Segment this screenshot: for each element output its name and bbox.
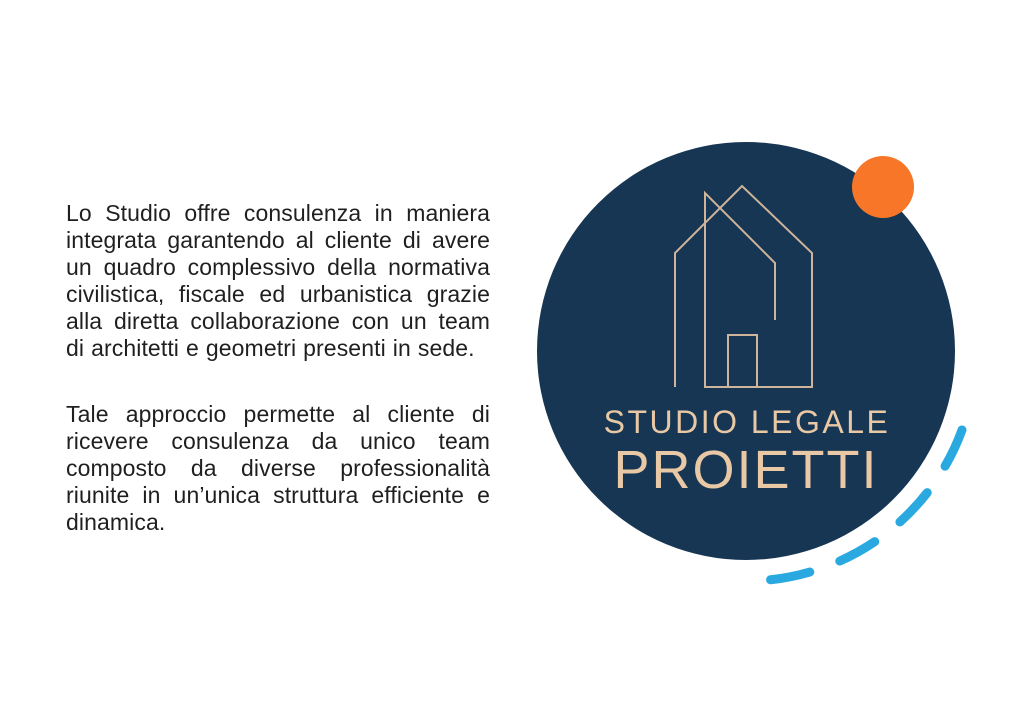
logo-text-studio-legale: STUDIO LEGALE xyxy=(603,404,891,440)
intro-paragraph-2: Tale approccio permette al cliente di ricevere consulenza da unico team composto da diverse professionalità riunite in un’unica struttura efficiente e dinamica. xyxy=(66,401,490,535)
logo-text-proietti: PROIETTI xyxy=(613,440,879,500)
intro-paragraph-1: Lo Studio offre consulenza in maniera integrata garantendo al cliente di avere un quadro complessivo della normativa civilistica, fiscale ed urbanistica grazie alla diretta collaborazione con un team di architetti e geometri presenti in sede. xyxy=(66,200,490,361)
orange-dot-decoration xyxy=(852,156,914,218)
